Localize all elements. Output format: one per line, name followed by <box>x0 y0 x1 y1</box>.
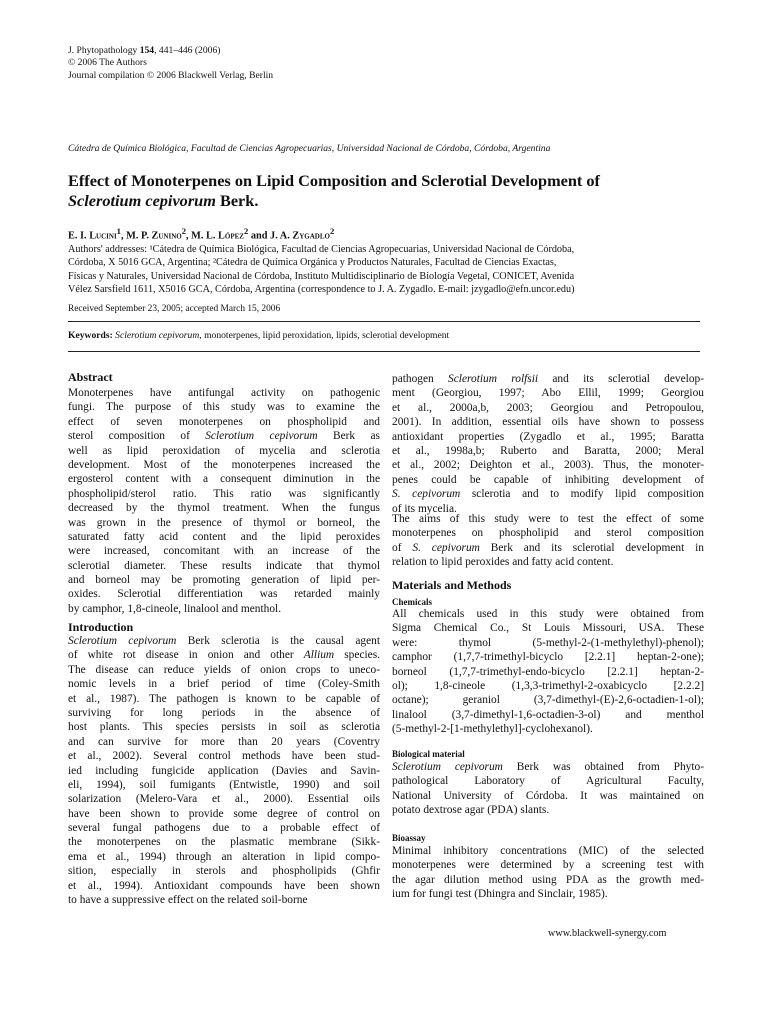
text-line: pathological Laboratory of Agricultural Faculty, <box>392 775 704 788</box>
keywords-species: Sclerotium cepivorum <box>112 330 200 341</box>
text-line: linalool (3,7-dimethyl-1,6-octadien-3-ol) and menthol <box>392 708 704 721</box>
author-3-surname: López <box>218 230 244 242</box>
author-3-affil: 2 <box>243 226 249 236</box>
text-line: and can survive for more than 20 years (Coventry <box>68 735 380 748</box>
address-line: Authors' addresses: ¹Cátedra de Química Biológica, Facultad de Ciencias Agropecuarias, Universidad Nacional de Córdoba, <box>68 244 575 255</box>
text-line: of S. cepivorum Berk and its sclerotial development in <box>392 541 704 554</box>
text-line: antioxidant properties (Zygadlo et al., 1995; Baratta <box>392 430 704 443</box>
text-line: saturated fatty acid content and the lipid peroxides <box>68 530 380 543</box>
text-line: effect of seven monoterpenes on phospholipid and <box>68 415 380 428</box>
text-line: sclerotial diameter. These results indicate that thymol <box>68 559 380 572</box>
journal-pages: , 441–446 (2006) <box>154 45 221 56</box>
text-line: et al., 2000a,b, 2003; Georgiou and Petropoulou, <box>392 401 704 414</box>
text-line: was grown in the presence of thymol or borneol, the <box>68 516 380 529</box>
received-dates: Received September 23, 2005; accepted March 15, 2006 <box>68 304 281 314</box>
text-line: camphor (1,7,7-trimethyl-bicyclo [2.2.1] heptan-2-one); <box>392 651 704 664</box>
text-line: Monoterpenes have antifungal activity on pathogenic <box>68 387 380 399</box>
text-line: ied including fungicide application (Davies and Savin- <box>68 764 380 777</box>
text-line: The disease can reduce yields of onion crops to uneco- <box>68 663 380 676</box>
author-1-initials: E. I. <box>68 230 90 242</box>
author-4-affil: 2 <box>329 226 335 236</box>
text-line: pathogen Sclerotium rolfsii and its sclerotial develop- <box>392 373 704 385</box>
text-line: sterol composition of Sclerotium cepivorum Berk as <box>68 430 380 443</box>
text-line: solarization (Melero-Vara et al., 2000). Essential oils <box>68 793 380 806</box>
text-line: to have a suppressive effect on the related soil-borne <box>68 894 308 907</box>
text-line: The aims of this study were to test the effect of some <box>392 513 704 525</box>
address-line: Físicas y Naturales, Universidad Nacional de Córdoba, Instituto Multidisciplinario de Biología Vegetal, CONICET, Avenida <box>68 270 575 282</box>
biological-material-body <box>392 760 704 818</box>
text-line: et al., 2002; Deighton et al., 2003). Thus, the monoter- <box>392 459 704 472</box>
text-line: et al., 2002). Several control methods have been stud- <box>68 750 380 763</box>
text-line: well as lipid peroxidation of mycelia and sclerotia <box>68 444 380 457</box>
text-line: 2001). In addition, essential oils have shown to possess <box>392 416 704 429</box>
bioassay-body <box>392 844 704 902</box>
text-line: National University of Córdoba. It was maintained on <box>392 789 704 802</box>
text-line: host plants. This species persists in soil as sclerotia <box>68 721 380 734</box>
author-1-surname: Lucini <box>89 230 117 242</box>
author-2-surname: Zunino <box>151 230 182 242</box>
abstract-heading: Abstract <box>68 370 113 384</box>
text-line: Minimal inhibitory concentrations (MIC) of the selected <box>392 845 704 857</box>
text-line: (5-methyl-2-[1-methylethyl]-cyclohexanol). <box>392 723 593 736</box>
text-line: of white rot disease in onion and other Allium species. <box>68 649 380 662</box>
text-line: nomic levels in a brief period of time (Coley-Smith <box>68 678 380 691</box>
title-line-2 <box>68 191 708 211</box>
keywords-label: Keywords: <box>68 330 113 341</box>
text-line: borneol (1,7,7-trimethyl-endo-bicyclo [2.2.1] heptan-2- <box>392 665 704 678</box>
author-sep: and <box>248 230 271 242</box>
author-4-surname: Zygadlo <box>292 230 330 242</box>
header-affiliation: Cátedra de Química Biológica, Facultad de Ciencias Agropecuarias, Universidad Nacional de Córdoba, Córdoba, Argentina <box>68 143 551 154</box>
copyright-authors: © 2006 The Authors <box>68 57 147 69</box>
author-1-affil: 1 <box>116 226 121 236</box>
text-line: Sclerotium cepivorum Berk sclerotia is the causal agent <box>68 635 381 647</box>
text-line: Sclerotium cepivorum Berk was obtained from Phyto- <box>392 761 704 773</box>
text-line: et al., 1994). Antioxidant compounds have been shown <box>68 879 380 892</box>
keywords-list: , monoterpenes, lipid peroxidation, lipids, sclerotial development <box>199 330 450 341</box>
author-4-initials: J. A. <box>270 230 293 242</box>
text-line: octane); geraniol (3,7-dimethyl-(E)-2,6-octadien-1-ol); <box>392 694 704 707</box>
text-line: the agar dilution method using PDA as the growth med- <box>392 873 704 886</box>
text-line: ergosterol content with a consequent diminution in the <box>68 473 380 486</box>
author-sep: , <box>120 230 127 242</box>
title-species: Sclerotium cepivorum <box>68 191 216 210</box>
footer-url: www.blackwell-synergy.com <box>548 928 667 939</box>
text-line: by camphor, 1,8-cineole, linalool and menthol. <box>68 602 282 615</box>
author-2-initials: M. P. <box>126 230 152 242</box>
author-2-affil: 2 <box>181 226 186 236</box>
text-line: the monoterpenes on the plasmatic membrane (Sikk- <box>68 836 380 849</box>
text-line: and borneol may be promoting generation of lipid per- <box>68 574 380 587</box>
text-line: et al., 1998a,b; Ruberto and Baratta, 2000; Meral <box>392 444 704 457</box>
author-list <box>68 226 334 241</box>
biological-material-heading: Biological material <box>392 749 465 759</box>
text-line: sition, especially in sterols and phospholipids (Ghfir <box>68 865 380 878</box>
bioassay-heading: Bioassay <box>392 833 426 843</box>
text-line: ium for fungi test (Dhingra and Sinclair, 1985). <box>392 888 608 901</box>
address-line: Vélez Sarsfield 1611, X5016 GCA, Córdoba, Argentina (correspondence to J. A. Zygadlo. E-mail: jzygadlo@efn.uncor.edu) <box>68 283 575 295</box>
divider-top <box>68 321 700 322</box>
text-line: phospholipid/sterol ratio. This ratio was significantly <box>68 487 380 500</box>
text-line: were increased, concomitant with an increase of the <box>68 545 380 558</box>
text-line: penes could be capable of inhibiting development of <box>392 473 704 486</box>
text-line: were: thymol (5-methyl-2-(1-methylethyl)-phenol); <box>392 636 704 649</box>
author-3-initials: M. L. <box>191 230 219 242</box>
text-line: ema et al., 1994) through an alteration in lipid compo- <box>68 850 380 863</box>
author-sep: , <box>186 230 192 242</box>
chemicals-body <box>392 607 704 737</box>
text-line: et al., 1987). The pathogen is known to be capable of <box>68 692 380 705</box>
journal-volume: 154 <box>139 45 155 56</box>
journal-name: J. Phytopathology <box>68 45 138 56</box>
text-line: relation to lipid peroxides and fatty acid content. <box>392 556 614 569</box>
divider-keywords <box>68 351 700 352</box>
text-line: eli, 1994), soil fumigants (Entwistle, 1990) and soil <box>68 778 380 791</box>
text-line: monoterpenes on phospholipid and sterol composition <box>392 527 704 540</box>
aims-paragraph <box>392 512 704 570</box>
introduction-continued <box>392 372 704 516</box>
abstract-body <box>68 386 380 616</box>
keywords <box>68 330 449 341</box>
text-line: of its mycelia. <box>392 502 457 515</box>
text-line: development. Most of the monoterpenes increased the <box>68 458 380 471</box>
address-line: Córdoba, X 5016 GCA, Argentina; ²Cátedra de Química Orgánica y Productos Naturales, Facultad de Ciencias Exactas, <box>68 257 557 269</box>
author-addresses <box>68 243 704 296</box>
introduction-heading: Introduction <box>68 620 134 634</box>
title-line-1: Effect of Monoterpenes on Lipid Composition and Sclerotial Development of <box>68 171 600 190</box>
text-line: ment (Georgiou, 1997; Abo Ellil, 1999; Georgiou <box>392 387 704 400</box>
text-line: fungi. The purpose of this study was to examine the <box>68 401 380 414</box>
text-line: surviving for long periods in the absence of <box>68 706 380 719</box>
text-line: Sigma Chemical Co., St Louis Missouri, USA. These <box>392 622 704 635</box>
introduction-body <box>68 634 380 907</box>
text-line: have been shown to provide some degree of control on <box>68 807 380 820</box>
text-line: All chemicals used in this study were obtained from <box>392 608 704 620</box>
text-line: several fungal pathogens due to a probable effect of <box>68 822 380 835</box>
journal-line <box>68 45 273 57</box>
chemicals-heading: Chemicals <box>392 597 432 607</box>
text-line: monoterpenes were determined by a screening test with <box>392 859 704 872</box>
text-line: decreased by the thymol treatment. When the fungus <box>68 502 380 515</box>
text-line: oxides. Sclerotial differentiation was retarded mainly <box>68 588 380 601</box>
methods-heading: Materials and Methods <box>392 578 512 592</box>
article-title <box>68 171 708 211</box>
text-line: potato dextrose agar (PDA) slants. <box>392 804 550 817</box>
journal-citation <box>68 45 273 82</box>
copyright-compilation: Journal compilation © 2006 Blackwell Verlag, Berlin <box>68 69 274 81</box>
text-line: ol); 1,8-cineole (1,3,3-trimethyl-2-oxabicyclo [2.2.2] <box>392 679 704 692</box>
text-line: S. cepivorum sclerotia and to modify lipid composition <box>392 488 704 501</box>
title-authority: Berk. <box>215 191 259 210</box>
